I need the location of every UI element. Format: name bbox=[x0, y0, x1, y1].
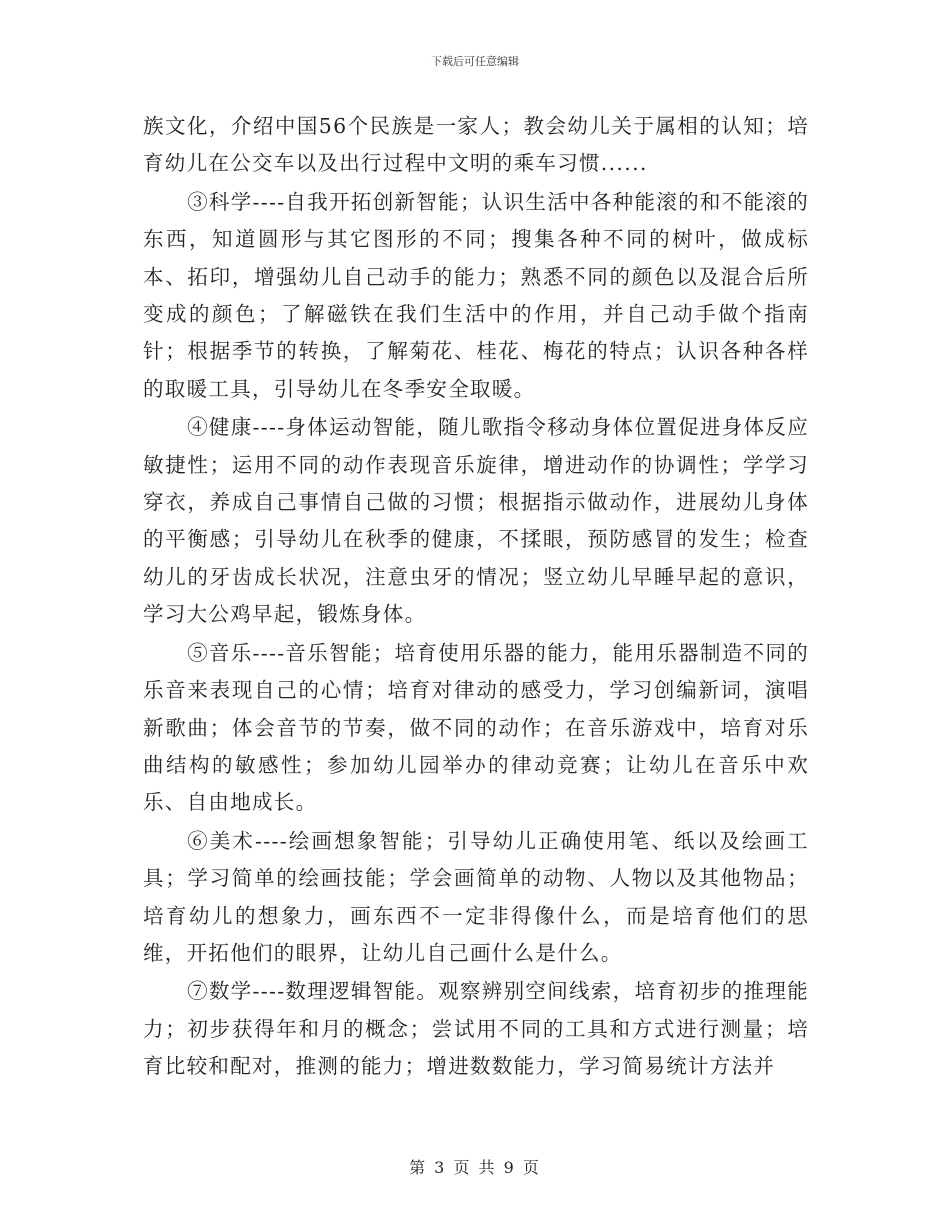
page-header: 下载后可任意编辑 bbox=[431, 55, 519, 68]
paragraph-music: ⑤音乐----音乐智能；培育使用乐器的能力，能用乐器制造不同的乐音来表现自己的心情；培育对律动的感受力，学习创编新词，演唱新歌曲；体会音节的节奏，做不同的动作；在音乐游戏中，培育对乐曲结构的敏感性；参加幼儿园举办的律动竞赛；让幼儿在音乐中欢乐、自由地成长。 bbox=[143, 640, 809, 815]
paragraph-math: ⑦数学----数理逻辑智能。观察辨别空间线索，培育初步的推理能力；初步获得年和月的概念；尝试用不同的工具和方式进行测量；培育比较和配对，推测的能力；增进数数能力，学习简易统计方法并 bbox=[143, 979, 809, 1079]
paragraph-continuation: 族文化，介绍中国56个民族是一家人；教会幼儿关于属相的认知；培育幼儿在公交车以及出行过程中文明的乘车习惯...... bbox=[143, 114, 809, 176]
paragraph-health: ④健康----身体运动智能，随儿歌指令移动身体位置促进身体反应敏捷性；运用不同的动作表现音乐旋律，增进动作的协调性；学学习穿衣，养成自己事情自己做的习惯；根据指示做动作，进展幼儿身体的平衡感；引导幼儿在秋季的健康，不揉眼，预防感冒的发生；检查幼儿的牙齿成长状况，注意虫牙的情况；竖立幼儿早睡早起的意识，学习大公鸡早起，锻炼身体。 bbox=[143, 415, 809, 627]
document-body bbox=[143, 108, 809, 1087]
page-number: 第 3 页 共 9 页 bbox=[409, 1158, 541, 1177]
paragraph-art: ⑥美术----绘画想象智能；引导幼儿正确使用笔、纸以及绘画工具；学习简单的绘画技能；学会画简单的动物、人物以及其他物品；培育幼儿的想象力，画东西不一定非得像什么，而是培育他们的思维，开拓他们的眼界，让幼儿自己画什么是什么。 bbox=[143, 828, 809, 965]
paragraph-science: ③科学----自我开拓创新智能；认识生活中各种能滚的和不能滚的东西，知道圆形与其它图形的不同；搜集各种不同的树叶，做成标本、拓印，增强幼儿自己动手的能力；熟悉不同的颜色以及混合后所变成的颜色；了解磁铁在我们生活中的作用，并自己动手做个指南针；根据季节的转换，了解菊花、桂花、梅花的特点；认识各种各样的取暖工具，引导幼儿在冬季安全取暖。 bbox=[143, 189, 809, 401]
